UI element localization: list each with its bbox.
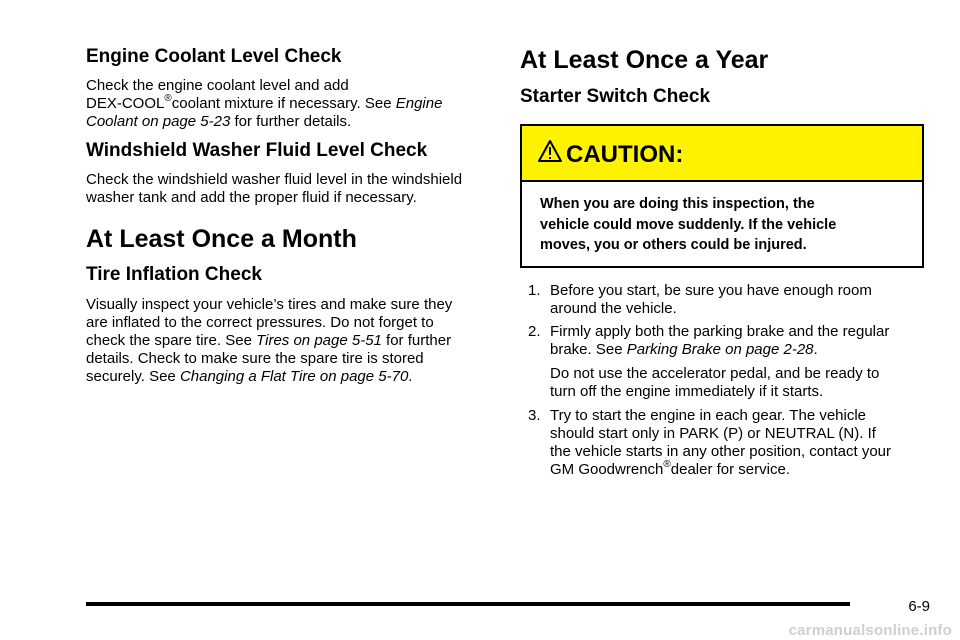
caution-box [520, 124, 924, 268]
month-heading: At Least Once a Month [86, 225, 357, 253]
coolant-page-ref[interactable]: Engine [395, 95, 443, 112]
washer-text-line2: washer tank and add the proper fluid if necessary. [86, 189, 417, 206]
coolant-heading: Engine Coolant Level Check [86, 46, 342, 67]
caution-title: CAUTION: [566, 141, 684, 168]
coolant-text-line2: DEX-COOL®coolant mixture if necessary. See Engine [86, 93, 443, 112]
caution-header [522, 126, 922, 182]
tire-text-line3: check the spare tire. See Tires on page 5-51 for further [86, 332, 452, 349]
tire-text-line2: are inflated to the correct pressures. Do not forget to [86, 314, 434, 331]
tire-text-line5: securely. See Changing a Flat Tire on page 5-70. [86, 368, 413, 385]
warning-icon [537, 138, 563, 164]
coolant-text-line1: Check the engine coolant level and add [86, 77, 349, 94]
parking-brake-page-ref[interactable]: Parking Brake on page 2-28 [626, 341, 814, 358]
watermark: carmanualsonline.info [788, 622, 952, 639]
registered-mark: ® [164, 93, 172, 104]
washer-heading: Windshield Washer Fluid Level Check [86, 140, 428, 161]
year-heading: At Least Once a Year [520, 46, 769, 74]
tire-text-line1: Visually inspect your vehicle’s tires and make sure they [86, 296, 453, 313]
tire-text-line4: details. Check to make sure the spare tire is stored [86, 350, 424, 367]
flat-tire-page-ref[interactable]: Changing a Flat Tire on page 5-70 [179, 368, 409, 385]
tire-heading: Tire Inflation Check [86, 264, 262, 285]
tires-page-ref[interactable]: Tires on page 5-51 [256, 332, 382, 349]
starter-heading: Starter Switch Check [520, 86, 711, 107]
caution-text: When you are doing this inspection, the vehicle could move suddenly. If the vehicle moves, you or others could be injured. [540, 196, 837, 253]
coolant-text-line3: Coolant on page 5-23 for further details. [86, 113, 352, 130]
washer-text-line1: Check the windshield washer fluid level in the windshield [86, 171, 463, 188]
page-number: 6-9 [908, 598, 930, 615]
registered-mark: ® [663, 459, 671, 470]
coolant-page-ref-cont[interactable]: Coolant on page 5-23 [86, 113, 231, 130]
footer-rule [86, 602, 850, 606]
